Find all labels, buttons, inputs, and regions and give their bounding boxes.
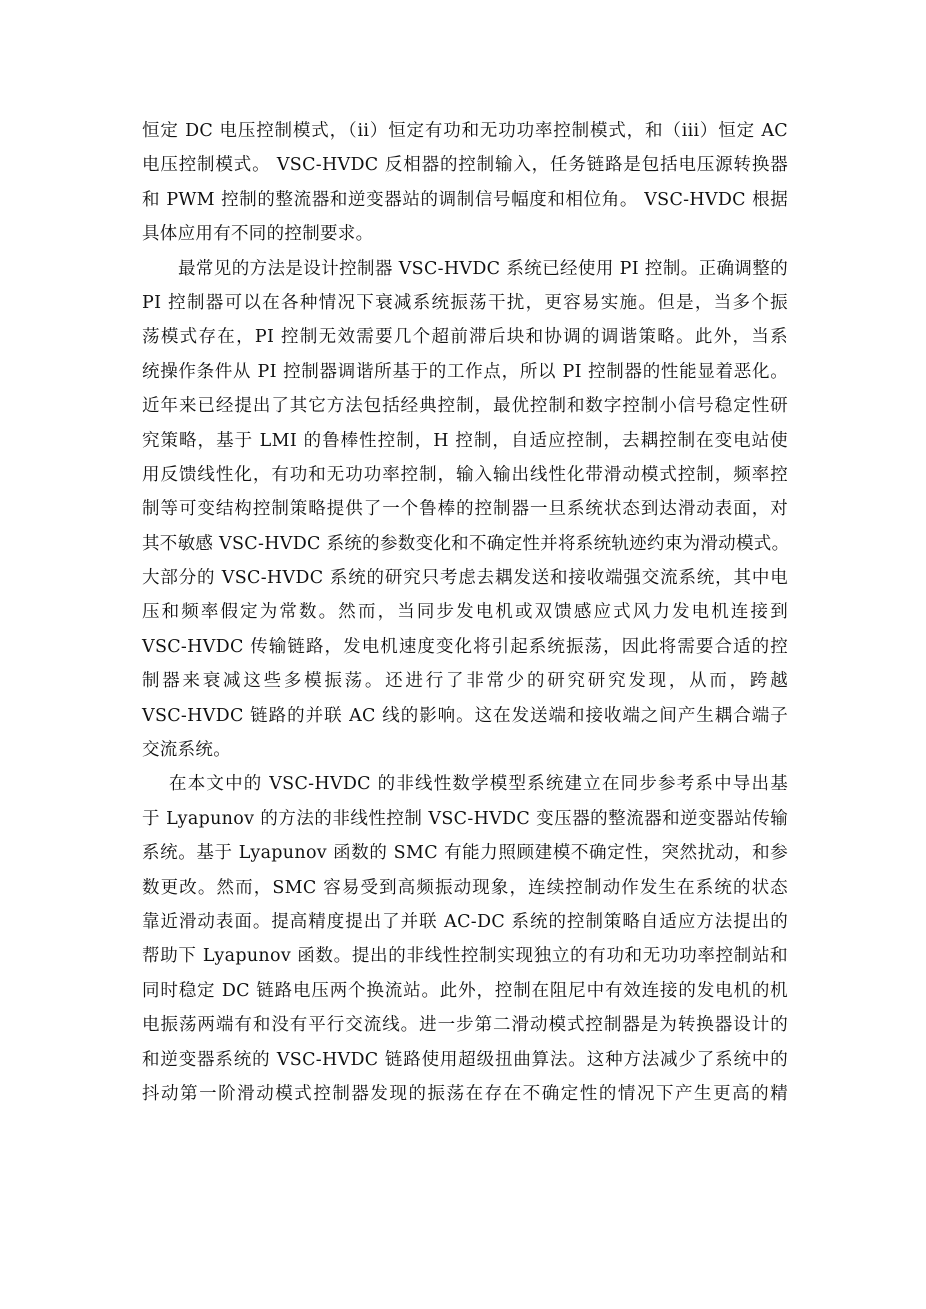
paragraph-2-line-2: PI 控制器可以在各种情况下衰减系统振荡干扰，更容易实施。但是，当多个振 <box>142 292 788 313</box>
paragraph-2-line-6: 究策略，基于 LMI 的鲁棒性控制，H 控制，自适应控制，去耦控制在变电站使 <box>142 430 788 451</box>
paragraph-2-line-3: 荡模式存在，PI 控制无效需要几个超前滞后块和协调的调谐策略。此外，当系 <box>142 327 788 348</box>
paragraph-2-line-13: 制器来衰减这些多模振荡。还进行了非常少的研究研究发现，从而，跨越 <box>142 671 788 692</box>
paragraph-2-line-15: 交流系统。 <box>142 740 231 761</box>
paragraph-2-line-4: 统操作条件从 PI 控制器调谐所基于的工作点，所以 PI 控制器的性能显着恶化。 <box>142 361 788 382</box>
paragraph-2-line-14: VSC-HVDC 链路的并联 AC 线的影响。这在发送端和接收端之间产生耦合端子 <box>142 705 788 726</box>
paragraph-3-line-1: 在本文中的 VSC-HVDC 的非线性数学模型系统建立在同步参考系中导出基 <box>169 774 788 795</box>
paragraph-3-line-5: 靠近滑动表面。提高精度提出了并联 AC-DC 系统的控制策略自适应方法提出的 <box>142 911 788 932</box>
paragraph-3-line-2: 于 Lyapunov 的方法的非线性控制 VSC-HVDC 变压器的整流器和逆变器站传输 <box>142 808 788 829</box>
paragraph-3-line-3: 系统。基于 Lyapunov 函数的 SMC 有能力照顾建模不确定性，突然扰动，和参 <box>142 843 788 864</box>
paragraph-3-line-7: 同时稳定 DC 链路电压两个换流站。此外，控制在阻尼中有效连接的发电机的机 <box>142 980 788 1001</box>
paragraph-1-line-1: 恒定 DC 电压控制模式，（ii）恒定有功和无功功率控制模式，和（iii）恒定 AC <box>142 121 788 141</box>
paragraph-2-line-7: 用反馈线性化，有功和无功功率控制，输入输出线性化带滑动模式控制，频率控 <box>142 464 788 485</box>
document-body <box>142 114 788 1111</box>
paragraph-2-line-11: 压和频率假定为常数。然而，当同步发电机或双馈感应式风力发电机连接到 <box>142 602 788 623</box>
paragraph-3-line-10: 抖动第一阶滑动模式控制器发现的振荡在存在不确定性的情况下产生更高的精 <box>142 1083 788 1104</box>
paragraph-1-line-4: 具体应用有不同的控制要求。 <box>142 224 374 245</box>
paragraph-2-line-12: VSC-HVDC 传输链路，发电机速度变化将引起系统振荡，因此将需要合适的控 <box>142 636 788 657</box>
paragraph-2-line-5: 近年来已经提出了其它方法包括经典控制，最优控制和数字控制小信号稳定性研 <box>142 396 788 417</box>
paragraph-3-line-9: 和逆变器系统的 VSC-HVDC 链路使用超级扭曲算法。这种方法减少了系统中的 <box>142 1049 788 1070</box>
paragraph-2-line-10: 大部分的 VSC-HVDC 系统的研究只考虑去耦发送和接收端强交流系统，其中电 <box>142 568 788 589</box>
paragraph-3-line-6: 帮助下 Lyapunov 函数。提出的非线性控制实现独立的有功和无功功率控制站和 <box>142 946 788 967</box>
paragraph-3-line-4: 数更改。然而，SMC 容易受到高频振动现象，连续控制动作发生在系统的状态 <box>142 877 788 898</box>
paragraph-1-line-2: 电压控制模式。 VSC-HVDC 反相器的控制输入，任务链路是包括电压源转换器 <box>142 155 788 176</box>
paragraph-3-line-8: 电振荡两端有和没有平行交流线。进一步第二滑动模式控制器是为转换器设计的 <box>142 1015 788 1036</box>
paragraph-2-line-1: 最常见的方法是设计控制器 VSC-HVDC 系统已经使用 PI 控制。正确调整的 <box>178 258 788 279</box>
paragraph-2-line-9: 其不敏感 VSC-HVDC 系统的参数变化和不确定性并将系统轨迹约束为滑动模式。 <box>142 533 790 554</box>
paragraph-2-line-8: 制等可变结构控制策略提供了一个鲁棒的控制器一旦系统状态到达滑动表面，对 <box>142 499 788 520</box>
paragraph-1-line-3: 和 PWM 控制的整流器和逆变器站的调制信号幅度和相位角。 VSC-HVDC 根据 <box>142 189 788 210</box>
